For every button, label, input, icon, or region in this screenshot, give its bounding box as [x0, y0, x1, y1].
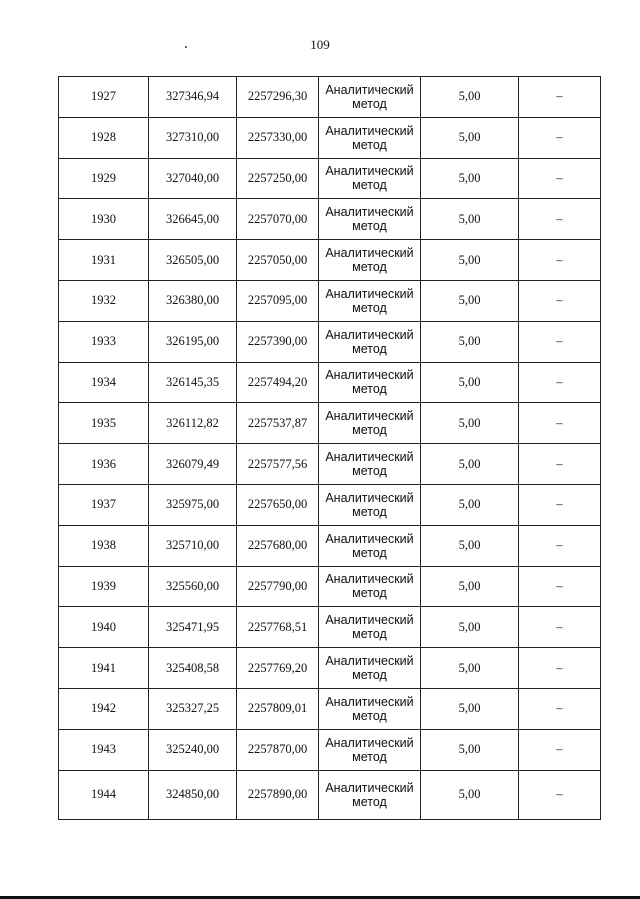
x-coordinate-cell	[149, 321, 237, 362]
note-cell-text: –	[556, 660, 563, 675]
method-cell	[319, 321, 421, 362]
method-cell-text: Аналитический метод	[325, 286, 414, 315]
y-coordinate-cell-text: 2257809,01	[247, 701, 308, 716]
note-cell	[519, 525, 601, 566]
y-coordinate-cell	[237, 525, 319, 566]
method-cell-text: Аналитический метод	[325, 123, 414, 152]
point-number-cell	[59, 566, 149, 607]
accuracy-cell-text: 5,00	[458, 538, 481, 553]
y-coordinate-cell-text: 2257790,00	[247, 578, 308, 593]
method-cell	[319, 362, 421, 403]
method-cell	[319, 770, 421, 819]
accuracy-cell-text: 5,00	[458, 619, 481, 634]
x-coordinate-cell	[149, 403, 237, 444]
table-row	[59, 444, 601, 485]
x-coordinate-cell-text: 327346,94	[165, 89, 220, 104]
x-coordinate-cell	[149, 607, 237, 648]
table-row	[59, 729, 601, 770]
accuracy-cell-text: 5,00	[458, 787, 481, 802]
accuracy-cell-text: 5,00	[458, 660, 481, 675]
method-cell-text: Аналитический метод	[325, 654, 414, 683]
table-row	[59, 240, 601, 281]
y-coordinate-cell	[237, 280, 319, 321]
note-cell-text: –	[556, 130, 563, 145]
table-row	[59, 484, 601, 525]
y-coordinate-cell-text: 2257050,00	[247, 252, 308, 267]
method-cell	[319, 280, 421, 321]
scan-speck	[185, 46, 187, 48]
point-number-cell	[59, 362, 149, 403]
x-coordinate-cell-text: 327310,00	[165, 130, 220, 145]
point-number-cell-text: 1944	[91, 787, 116, 802]
x-coordinate-cell-text: 325975,00	[165, 497, 220, 512]
note-cell-text: –	[556, 538, 563, 553]
accuracy-cell	[421, 444, 519, 485]
accuracy-cell	[421, 199, 519, 240]
x-coordinate-cell	[149, 729, 237, 770]
note-cell	[519, 648, 601, 689]
table-row	[59, 280, 601, 321]
note-cell	[519, 688, 601, 729]
y-coordinate-cell-text: 2257494,20	[247, 374, 308, 389]
method-cell-text: Аналитический метод	[325, 82, 414, 111]
y-coordinate-cell	[237, 362, 319, 403]
point-number-cell-text: 1927	[91, 89, 116, 104]
y-coordinate-cell	[237, 688, 319, 729]
point-number-cell	[59, 444, 149, 485]
x-coordinate-cell	[149, 362, 237, 403]
note-cell-text: –	[556, 89, 563, 104]
x-coordinate-cell	[149, 688, 237, 729]
x-coordinate-cell-text: 326145,35	[165, 374, 220, 389]
x-coordinate-cell-text: 326645,00	[165, 211, 220, 226]
y-coordinate-cell	[237, 566, 319, 607]
x-coordinate-cell-text: 327040,00	[165, 170, 220, 185]
y-coordinate-cell	[237, 158, 319, 199]
y-coordinate-cell-text: 2257870,00	[247, 742, 308, 757]
note-cell	[519, 362, 601, 403]
x-coordinate-cell	[149, 484, 237, 525]
y-coordinate-cell-text: 2257330,00	[247, 130, 308, 145]
point-number-cell	[59, 158, 149, 199]
y-coordinate-cell-text: 2257296,30	[247, 89, 308, 104]
point-number-cell	[59, 688, 149, 729]
y-coordinate-cell	[237, 240, 319, 281]
y-coordinate-cell-text: 2257250,00	[247, 170, 308, 185]
note-cell	[519, 199, 601, 240]
coordinates-table	[58, 76, 601, 820]
note-cell-text: –	[556, 374, 563, 389]
point-number-cell-text: 1938	[91, 538, 116, 553]
y-coordinate-cell-text: 2257537,87	[247, 415, 308, 430]
x-coordinate-cell-text: 325240,00	[165, 742, 220, 757]
accuracy-cell	[421, 729, 519, 770]
y-coordinate-cell	[237, 607, 319, 648]
note-cell	[519, 77, 601, 118]
method-cell	[319, 729, 421, 770]
table-row	[59, 117, 601, 158]
y-coordinate-cell-text: 2257890,00	[247, 787, 308, 802]
point-number-cell	[59, 484, 149, 525]
accuracy-cell-text: 5,00	[458, 130, 481, 145]
x-coordinate-cell	[149, 280, 237, 321]
note-cell	[519, 770, 601, 819]
point-number-cell-text: 1937	[91, 497, 116, 512]
method-cell	[319, 484, 421, 525]
method-cell	[319, 688, 421, 729]
x-coordinate-cell-text: 326195,00	[165, 334, 220, 349]
note-cell-text: –	[556, 742, 563, 757]
accuracy-cell	[421, 525, 519, 566]
point-number-cell-text: 1930	[91, 211, 116, 226]
y-coordinate-cell	[237, 199, 319, 240]
method-cell-text: Аналитический метод	[325, 735, 414, 764]
note-cell	[519, 607, 601, 648]
accuracy-cell	[421, 688, 519, 729]
method-cell	[319, 77, 421, 118]
accuracy-cell	[421, 77, 519, 118]
x-coordinate-cell	[149, 648, 237, 689]
note-cell-text: –	[556, 415, 563, 430]
y-coordinate-cell-text: 2257070,00	[247, 211, 308, 226]
accuracy-cell	[421, 607, 519, 648]
method-cell-text: Аналитический метод	[325, 368, 414, 397]
y-coordinate-cell	[237, 484, 319, 525]
x-coordinate-cell-text: 326380,00	[165, 293, 220, 308]
point-number-cell-text: 1933	[91, 334, 116, 349]
accuracy-cell	[421, 403, 519, 444]
method-cell-text: Аналитический метод	[325, 409, 414, 438]
note-cell-text: –	[556, 456, 563, 471]
method-cell	[319, 648, 421, 689]
y-coordinate-cell	[237, 444, 319, 485]
point-number-cell-text: 1943	[91, 742, 116, 757]
method-cell	[319, 158, 421, 199]
y-coordinate-cell	[237, 770, 319, 819]
note-cell-text: –	[556, 211, 563, 226]
table-row	[59, 403, 601, 444]
accuracy-cell-text: 5,00	[458, 374, 481, 389]
table-row	[59, 607, 601, 648]
y-coordinate-cell	[237, 403, 319, 444]
x-coordinate-cell-text: 326079,49	[165, 456, 220, 471]
method-cell	[319, 444, 421, 485]
y-coordinate-cell-text: 2257095,00	[247, 293, 308, 308]
x-coordinate-cell-text: 325560,00	[165, 578, 220, 593]
table-row	[59, 321, 601, 362]
note-cell	[519, 484, 601, 525]
note-cell	[519, 117, 601, 158]
page-number: 109	[310, 37, 330, 52]
y-coordinate-cell-text: 2257769,20	[247, 660, 308, 675]
note-cell	[519, 240, 601, 281]
method-cell	[319, 403, 421, 444]
note-cell	[519, 321, 601, 362]
point-number-cell	[59, 321, 149, 362]
method-cell-text: Аналитический метод	[325, 450, 414, 479]
accuracy-cell	[421, 240, 519, 281]
point-number-cell	[59, 607, 149, 648]
method-cell	[319, 566, 421, 607]
accuracy-cell-text: 5,00	[458, 701, 481, 716]
x-coordinate-cell	[149, 770, 237, 819]
accuracy-cell-text: 5,00	[458, 456, 481, 471]
table-row	[59, 77, 601, 118]
note-cell-text: –	[556, 293, 563, 308]
method-cell	[319, 607, 421, 648]
note-cell	[519, 566, 601, 607]
method-cell-text: Аналитический метод	[325, 205, 414, 234]
y-coordinate-cell-text: 2257768,51	[247, 619, 308, 634]
accuracy-cell	[421, 566, 519, 607]
x-coordinate-cell-text: 324850,00	[165, 787, 220, 802]
note-cell-text: –	[556, 497, 563, 512]
accuracy-cell	[421, 484, 519, 525]
method-cell-text: Аналитический метод	[325, 613, 414, 642]
point-number-cell	[59, 117, 149, 158]
accuracy-cell-text: 5,00	[458, 89, 481, 104]
point-number-cell	[59, 729, 149, 770]
method-cell-text: Аналитический метод	[325, 164, 414, 193]
point-number-cell	[59, 280, 149, 321]
method-cell-text: Аналитический метод	[325, 780, 414, 809]
point-number-cell-text: 1935	[91, 415, 116, 430]
x-coordinate-cell	[149, 525, 237, 566]
point-number-cell-text: 1936	[91, 456, 116, 471]
method-cell-text: Аналитический метод	[325, 246, 414, 275]
point-number-cell	[59, 525, 149, 566]
method-cell	[319, 525, 421, 566]
y-coordinate-cell-text: 2257577,56	[247, 456, 308, 471]
table-row	[59, 770, 601, 819]
point-number-cell-text: 1934	[91, 374, 116, 389]
accuracy-cell-text: 5,00	[458, 742, 481, 757]
note-cell-text: –	[556, 252, 563, 267]
accuracy-cell-text: 5,00	[458, 578, 481, 593]
method-cell-text: Аналитический метод	[325, 531, 414, 560]
x-coordinate-cell-text: 325408,58	[165, 660, 220, 675]
point-number-cell	[59, 240, 149, 281]
method-cell	[319, 240, 421, 281]
accuracy-cell	[421, 158, 519, 199]
y-coordinate-cell-text: 2257680,00	[247, 538, 308, 553]
x-coordinate-cell-text: 326112,82	[166, 415, 219, 430]
table-row	[59, 199, 601, 240]
point-number-cell	[59, 77, 149, 118]
accuracy-cell	[421, 117, 519, 158]
accuracy-cell-text: 5,00	[458, 211, 481, 226]
table-row	[59, 648, 601, 689]
x-coordinate-cell-text: 326505,00	[165, 252, 220, 267]
point-number-cell	[59, 403, 149, 444]
accuracy-cell	[421, 362, 519, 403]
accuracy-cell-text: 5,00	[458, 170, 481, 185]
x-coordinate-cell	[149, 444, 237, 485]
note-cell-text: –	[556, 619, 563, 634]
method-cell-text: Аналитический метод	[325, 490, 414, 519]
x-coordinate-cell	[149, 158, 237, 199]
x-coordinate-cell	[149, 77, 237, 118]
point-number-cell	[59, 648, 149, 689]
note-cell	[519, 729, 601, 770]
y-coordinate-cell	[237, 729, 319, 770]
table-row	[59, 688, 601, 729]
x-coordinate-cell	[149, 117, 237, 158]
note-cell-text: –	[556, 787, 563, 802]
point-number-cell-text: 1929	[91, 170, 116, 185]
method-cell	[319, 117, 421, 158]
accuracy-cell-text: 5,00	[458, 415, 481, 430]
accuracy-cell	[421, 770, 519, 819]
table-body	[59, 77, 601, 820]
accuracy-cell-text: 5,00	[458, 497, 481, 512]
method-cell	[319, 199, 421, 240]
note-cell	[519, 403, 601, 444]
note-cell-text: –	[556, 578, 563, 593]
method-cell-text: Аналитический метод	[325, 327, 414, 356]
note-cell	[519, 280, 601, 321]
table-row	[59, 362, 601, 403]
x-coordinate-cell	[149, 240, 237, 281]
point-number-cell	[59, 770, 149, 819]
accuracy-cell	[421, 321, 519, 362]
y-coordinate-cell	[237, 117, 319, 158]
accuracy-cell	[421, 648, 519, 689]
method-cell-text: Аналитический метод	[325, 694, 414, 723]
y-coordinate-cell	[237, 77, 319, 118]
point-number-cell-text: 1932	[91, 293, 116, 308]
x-coordinate-cell-text: 325710,00	[165, 538, 220, 553]
note-cell	[519, 444, 601, 485]
accuracy-cell-text: 5,00	[458, 334, 481, 349]
point-number-cell-text: 1939	[91, 578, 116, 593]
y-coordinate-cell	[237, 648, 319, 689]
point-number-cell-text: 1940	[91, 619, 116, 634]
note-cell-text: –	[556, 334, 563, 349]
x-coordinate-cell-text: 325471,95	[165, 619, 220, 634]
y-coordinate-cell-text: 2257390,00	[247, 334, 308, 349]
note-cell-text: –	[556, 701, 563, 716]
x-coordinate-cell-text: 325327,25	[165, 701, 220, 716]
accuracy-cell-text: 5,00	[458, 252, 481, 267]
method-cell-text: Аналитический метод	[325, 572, 414, 601]
x-coordinate-cell	[149, 199, 237, 240]
y-coordinate-cell	[237, 321, 319, 362]
note-cell	[519, 158, 601, 199]
point-number-cell	[59, 199, 149, 240]
table-row	[59, 158, 601, 199]
point-number-cell-text: 1931	[91, 252, 116, 267]
point-number-cell-text: 1942	[91, 701, 116, 716]
table-row	[59, 525, 601, 566]
note-cell-text: –	[556, 170, 563, 185]
point-number-cell-text: 1941	[91, 660, 116, 675]
x-coordinate-cell	[149, 566, 237, 607]
table-row	[59, 566, 601, 607]
accuracy-cell-text: 5,00	[458, 293, 481, 308]
point-number-cell-text: 1928	[91, 130, 116, 145]
accuracy-cell	[421, 280, 519, 321]
y-coordinate-cell-text: 2257650,00	[247, 497, 308, 512]
